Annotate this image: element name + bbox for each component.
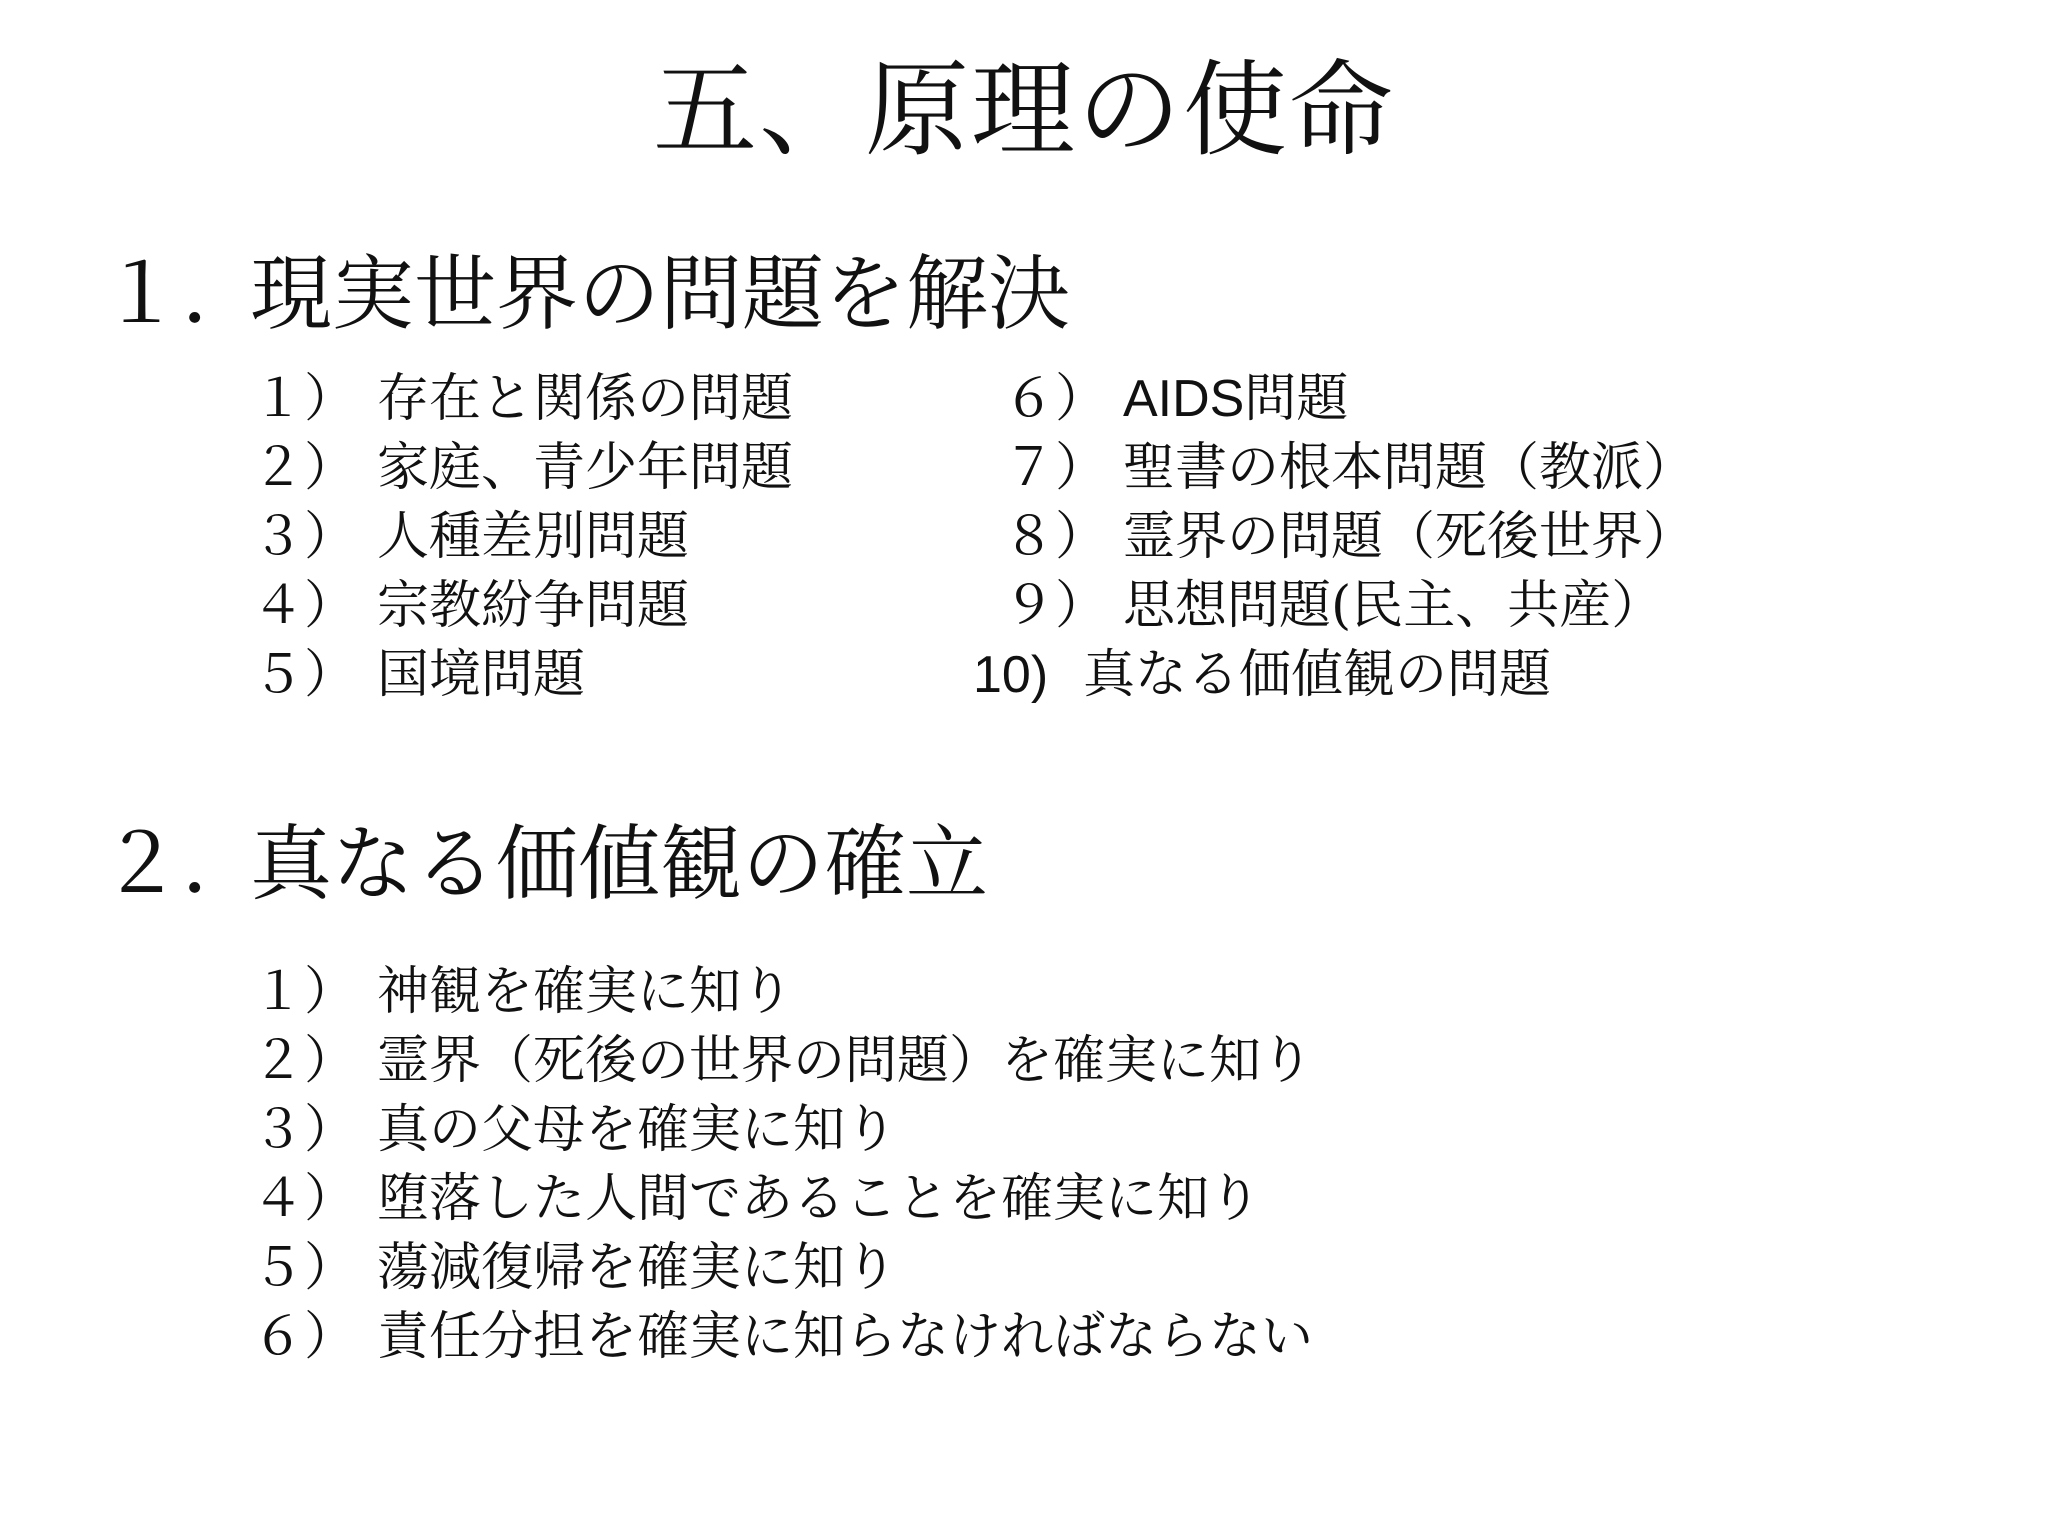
list-item	[252, 434, 793, 503]
list-item-text: 国境問題	[377, 645, 586, 705]
slide-title: 五、原理の使命	[652, 49, 1395, 171]
list-item-number: ２）	[252, 1031, 357, 1091]
list-item-number: １）	[252, 962, 357, 1022]
list-item	[1003, 434, 1695, 503]
section-1-heading	[100, 245, 1070, 345]
list-item-text: 責任分担を確実に知らなければならない	[377, 1307, 1314, 1367]
list-item-text: 神観を確実に知り	[377, 962, 794, 1022]
section-1-number: １．	[100, 247, 265, 342]
section-2-heading-text: 真なる価値観の確立	[250, 817, 989, 912]
section-1-heading-text: 現実世界の問題を解決	[250, 247, 1071, 342]
list-item	[1003, 503, 1695, 572]
list-item	[252, 572, 793, 641]
list-item-text: 蕩減復帰を確実に知り	[377, 1238, 898, 1298]
list-item	[252, 1096, 1313, 1165]
list-item-number: ４）	[252, 576, 357, 636]
list-item-number: 10)	[973, 646, 1049, 704]
section-2-heading	[100, 815, 988, 915]
list-item-text: 人種差別問題	[377, 507, 690, 567]
list-item-number: １）	[252, 369, 357, 429]
list-item-number: ３）	[252, 507, 357, 567]
list-item-number: ５）	[252, 645, 357, 705]
list-item-text: 存在と関係の問題	[377, 369, 794, 429]
list-item-number: ７）	[1003, 438, 1108, 498]
list-item-number: ６）	[1003, 369, 1108, 429]
list-item-number: ８）	[1003, 507, 1108, 567]
list-item-number: ９）	[1003, 576, 1108, 636]
list-item	[973, 641, 1695, 710]
section-2-list	[252, 958, 1313, 1372]
section-1-left-list	[252, 365, 793, 710]
list-item	[252, 641, 793, 710]
list-item-text: 家庭、青少年問題	[377, 438, 794, 498]
list-item-text: 真の父母を確実に知り	[377, 1100, 898, 1160]
list-item-number: ３）	[252, 1100, 357, 1160]
list-item-number: ４）	[252, 1169, 357, 1229]
list-item	[252, 1303, 1313, 1372]
list-item-text: 霊界の問題（死後世界）	[1123, 507, 1696, 567]
section-2-number: ２．	[100, 817, 265, 912]
list-item	[252, 1027, 1313, 1096]
list-item-text: 堕落した人間であることを確実に知り	[377, 1169, 1262, 1229]
list-item-text: 聖書の根本問題（教派）	[1123, 438, 1696, 498]
list-item-number: ６）	[252, 1307, 357, 1367]
section-1-right-list	[973, 365, 1696, 710]
list-item	[252, 503, 793, 572]
list-item-number: ２）	[252, 438, 357, 498]
list-item	[1003, 365, 1695, 434]
list-item	[252, 958, 1313, 1027]
list-item-text: 霊界（死後の世界の問題）を確実に知り	[377, 1031, 1314, 1091]
list-item-text: AIDS問題	[1123, 370, 1349, 428]
list-item	[1003, 572, 1695, 641]
list-item-text: 思想問題(民主、共産）	[1123, 576, 1664, 636]
list-item	[252, 1165, 1313, 1234]
list-item	[252, 365, 793, 434]
list-item-text: 真なる価値観の問題	[1083, 645, 1552, 705]
list-item	[252, 1234, 1313, 1303]
list-item-text: 宗教紛争問題	[377, 576, 690, 636]
list-item-number: ５）	[252, 1238, 357, 1298]
